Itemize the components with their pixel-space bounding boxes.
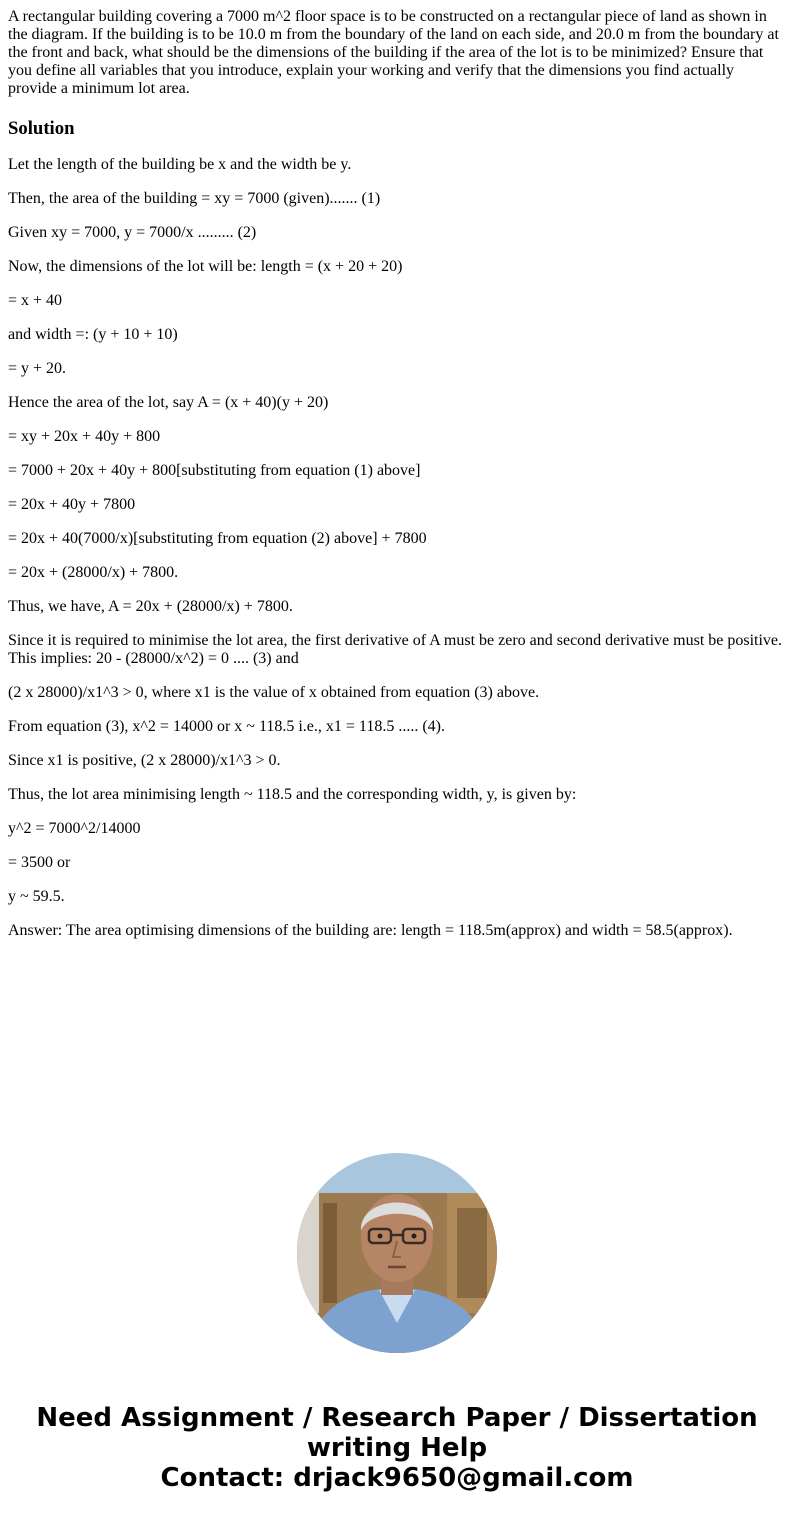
solution-step: = 3500 or — [8, 854, 71, 871]
solution-step: Since x1 is positive, (2 x 28000)/x1^3 > 0. — [8, 752, 281, 769]
solution-step: = 7000 + 20x + 40y + 800[substituting from equation (1) above] — [8, 462, 421, 479]
solution-step: = x + 40 — [8, 292, 63, 309]
question-text: A rectangular building covering a 7000 m^2 floor space is to be constructed on a rectangular piece of land as shown in the diagram. If the building is to be 10.0 m from the boundary of the land on each side, and 20.0 m from the boundary at the front and back, what should be the dimensions of the building if the area of the lot is to be minimized? Ensure that you define all variables that you introduce, explain your working and verify that the dimensions you find actually provide a minimum lot area. — [8, 8, 779, 97]
solution-step: y ~ 59.5. — [8, 888, 65, 905]
footer-banner — [0, 1403, 794, 1493]
solution-step: Thus, we have, A = 20x + (28000/x) + 7800. — [8, 598, 293, 615]
solution-step: Thus, the lot area minimising length ~ 118.5 and the corresponding width, y, is given by: — [8, 786, 577, 803]
footer-line-1: Need Assignment / Research Paper / Dissertation — [36, 1403, 758, 1433]
solution-step: From equation (3), x^2 = 14000 or x ~ 118.5 i.e., x1 = 118.5 ..... (4). — [8, 718, 445, 735]
author-avatar — [297, 1153, 497, 1353]
solution-step: Since it is required to minimise the lot area, the first derivative of A must be zero and second derivative must be positive. This implies: 20 - (28000/x^2) = 0 .... (3) and — [8, 632, 783, 667]
solution-step: Given xy = 7000, y = 7000/x ......... (2) — [8, 224, 257, 241]
footer-line-2: writing Help — [306, 1433, 488, 1463]
solution-step: y^2 = 7000^2/14000 — [8, 820, 141, 837]
document-body — [8, 8, 786, 956]
solution-step: = 20x + 40y + 7800 — [8, 496, 136, 513]
solution-step: = y + 20. — [8, 360, 67, 377]
solution-step: Hence the area of the lot, say A = (x + 40)(y + 20) — [8, 394, 329, 411]
solution-step: Now, the dimensions of the lot will be: length = (x + 20 + 20) — [8, 258, 403, 275]
solution-answer: Answer: The area optimising dimensions of the building are: length = 118.5m(approx) and width = 58.5(approx). — [8, 922, 733, 939]
solution-step: Let the length of the building be x and the width be y. — [8, 156, 352, 173]
solution-step: = 20x + 40(7000/x)[substituting from equation (2) above] + 7800 — [8, 530, 427, 547]
solution-heading: Solution — [8, 118, 75, 139]
solution-step: = 20x + (28000/x) + 7800. — [8, 564, 179, 581]
solution-step: and width =: (y + 10 + 10) — [8, 326, 178, 343]
footer-contact: Contact: drjack9650@gmail.com — [160, 1463, 634, 1493]
solution-step: = xy + 20x + 40y + 800 — [8, 428, 161, 445]
solution-step: Then, the area of the building = xy = 7000 (given)....... (1) — [8, 190, 381, 207]
solution-step: (2 x 28000)/x1^3 > 0, where x1 is the value of x obtained from equation (3) above. — [8, 684, 540, 701]
solution-steps — [8, 156, 786, 940]
